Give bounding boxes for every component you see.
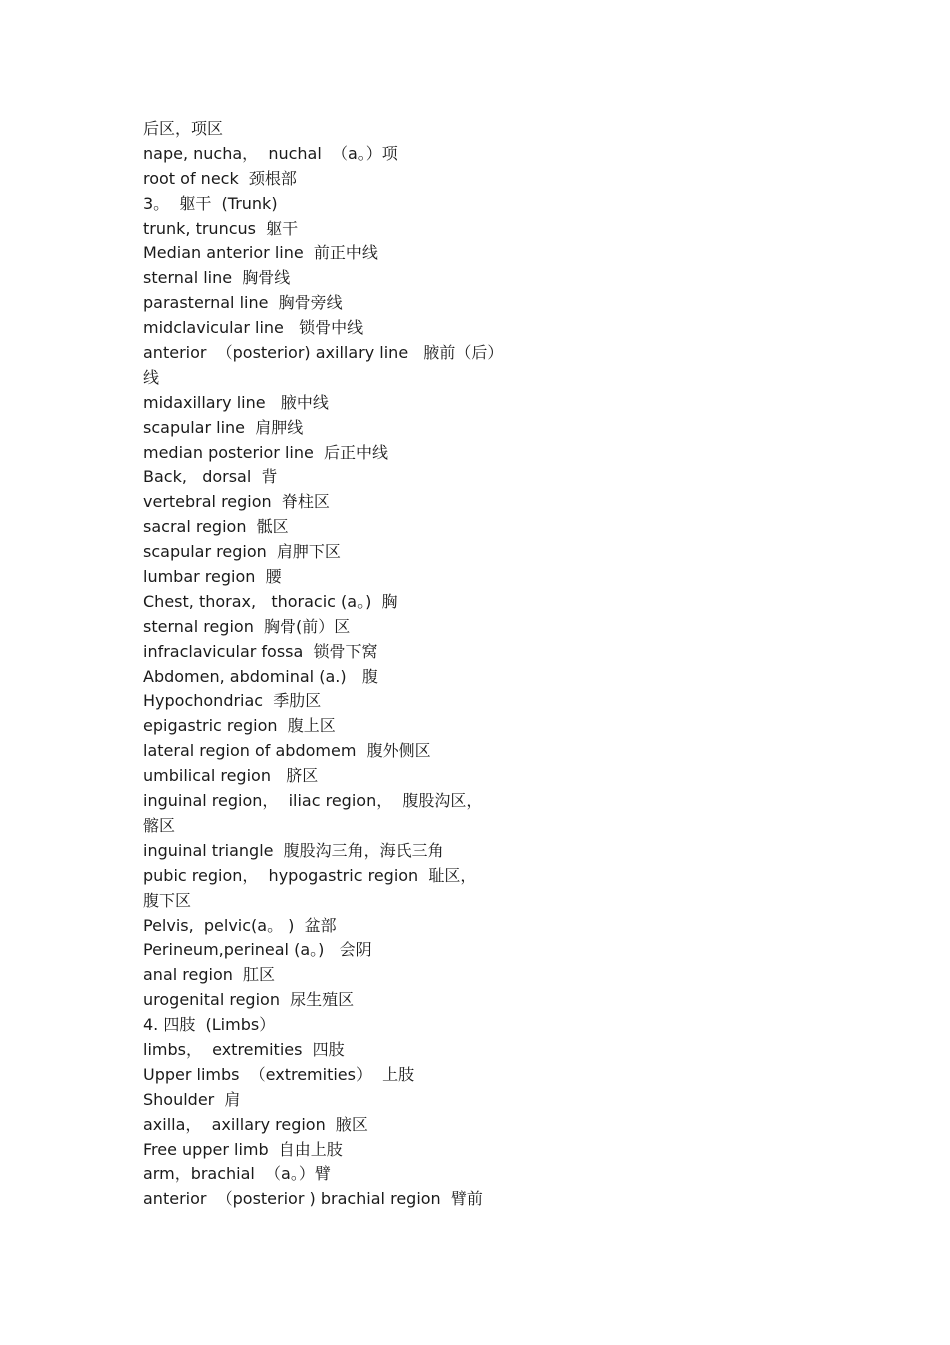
text-line: epigastric region 腹上区 (143, 716, 336, 736)
text-line: Median anterior line 前正中线 (143, 243, 378, 263)
text-line: Abdomen, abdominal (a.) 腹 (143, 666, 378, 686)
text-line: root of neck 颈根部 (143, 168, 297, 188)
text-line: limbs， extremities 四肢 (143, 1039, 345, 1059)
text-line: Perineum,perineal (a。) 会阴 (143, 940, 372, 960)
text-line: sternal region 胸骨(前）区 (143, 616, 351, 636)
text-line: axilla， axillary region 腋区 (143, 1114, 368, 1134)
text-line: umbilical region 脐区 (143, 766, 319, 786)
text-line: vertebral region 脊柱区 (143, 492, 330, 512)
text-line: midclavicular line 锁骨中线 (143, 318, 364, 338)
text-line: midaxillary line 腋中线 (143, 392, 329, 412)
text-line: infraclavicular fossa 锁骨下窝 (143, 641, 378, 661)
text-line: Hypochondriac 季肋区 (143, 691, 322, 711)
text-line: scapular line 肩胛线 (143, 417, 304, 437)
text-line: 髂区 (143, 815, 176, 835)
text-line: Upper limbs （extremities） 上肢 (143, 1064, 415, 1084)
text-line: 后区，项区 (143, 119, 224, 138)
text-line: inguinal region， iliac region， 腹股沟区， (143, 791, 483, 811)
text-line: sacral region 骶区 (143, 517, 289, 537)
text-line: median posterior line 后正中线 (143, 442, 388, 462)
text-line: trunk, truncus 躯干 (143, 218, 299, 238)
text-line: Free upper limb 自由上肢 (143, 1139, 343, 1159)
section-heading: 4. 四肢 (Limbs） (143, 1015, 276, 1035)
text-line: parasternal line 胸骨旁线 (143, 293, 343, 313)
text-line: Back, dorsal 背 (143, 467, 278, 487)
text-line: lateral region of abdomem 腹外侧区 (143, 741, 431, 761)
section-heading: 3。 躯干 (Trunk) (143, 193, 278, 213)
text-line: sternal line 胸骨线 (143, 268, 291, 288)
text-line: inguinal triangle 腹股沟三角，海氏三角 (143, 840, 444, 860)
document-body (143, 117, 504, 1212)
text-line: anterior （posterior ) brachial region 臂前 (143, 1189, 483, 1209)
text-line: urogenital region 尿生殖区 (143, 990, 355, 1010)
text-line: anal region 肛区 (143, 965, 276, 985)
text-line: lumbar region 腰 (143, 567, 282, 587)
text-line: 腹下区 (143, 890, 192, 910)
text-line: 线 (143, 367, 160, 387)
text-line: anterior （posterior) axillary line 腋前（后） (143, 343, 504, 363)
text-line: Chest, thorax, thoracic (a。) 胸 (143, 591, 398, 611)
text-line: pubic region， hypogastric region 耻区， (143, 865, 477, 885)
text-line: nape, nucha， nuchal （a。）项 (143, 143, 398, 163)
text-line: scapular region 肩胛下区 (143, 542, 341, 562)
text-line: Pelvis, pelvic(a。 ) 盆部 (143, 915, 337, 935)
text-line: Shoulder 肩 (143, 1089, 241, 1109)
text-line: arm，brachial （a。）臂 (143, 1164, 331, 1184)
